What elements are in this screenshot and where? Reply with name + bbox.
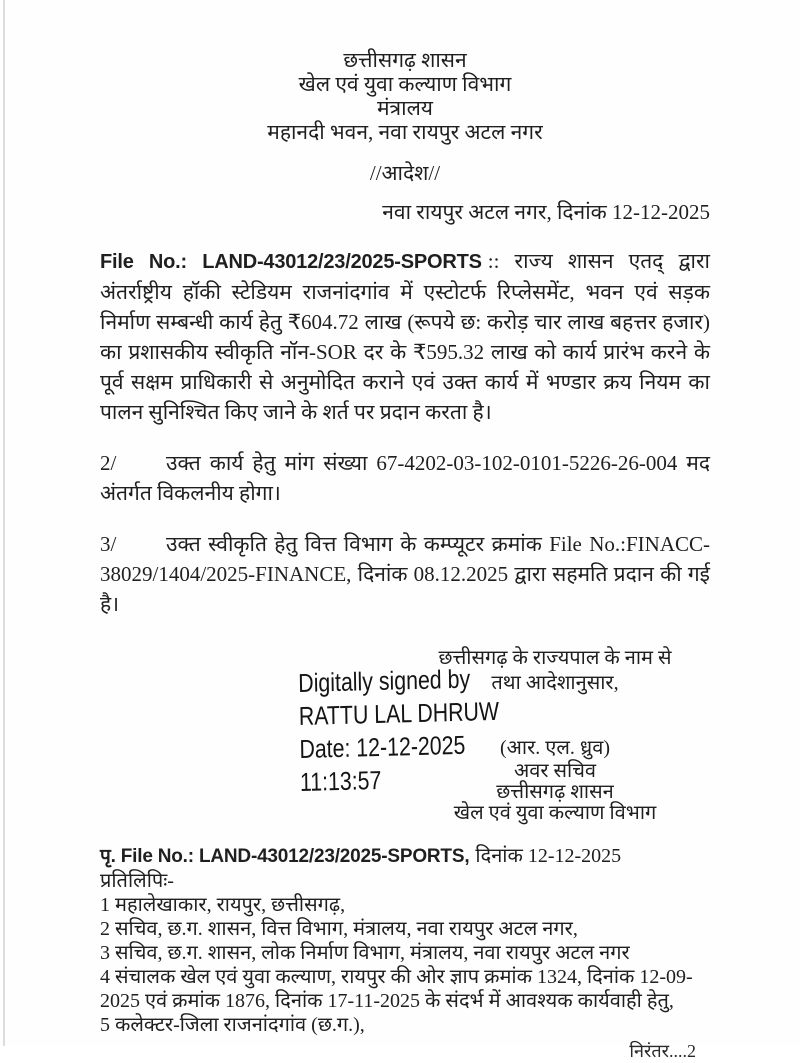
authority-government: छत्तीसगढ़ शासन [496, 781, 614, 803]
paragraph-sanction [100, 246, 710, 427]
letterhead-address: महानदी भवन, नवा रायपुर अटल नगर [267, 120, 543, 144]
copy-item-5: 5 कलेक्टर-जिला राजनांदगांव (छ.ग.), [100, 1014, 365, 1036]
paragraph-3-text: उक्त स्वीकृति हेतु वित्त विभाग के कम्प्यूटर क्रमांक File No.:FINACC-38029/1404/2025-FINANCE, दिनांक 08.12.2025 द्वारा सहमति प्रदान की गई है। [100, 532, 710, 616]
paragraph-finance-concurrence [100, 529, 710, 619]
continuation-marker: निरंतर....2 [629, 1041, 696, 1061]
paragraph-budget-head [100, 448, 710, 508]
authority-name: (आर. एल. ध्रुव) [500, 737, 610, 759]
signing-authority-block [415, 646, 695, 824]
digital-signature-signer: RATTU LAL DHRUW [298, 695, 500, 731]
paragraph-2-text: उक्त कार्य हेतु मांग संख्या 67-4202-03-102-0101-5226-26-004 मद अंतर्गत विकलनीय होगा। [100, 451, 710, 505]
paragraph-3-number: 3/ [100, 532, 117, 556]
endorsement-date: दिनांक 12-12-2025 [475, 845, 622, 867]
authority-by-order: तथा आदेशानुसार, [491, 672, 619, 694]
signature-section [100, 640, 710, 836]
authority-on-behalf: छत्तीसगढ़ के राज्यपाल के नाम से [438, 647, 672, 669]
scan-edge-line [3, 0, 5, 1046]
copy-to-label: प्रतिलिपिः- [100, 870, 174, 892]
paragraph-sanction-text: :: राज्य शासन एतद् द्वारा अंतर्राष्ट्रीय हॉकी स्टेडियम राजनांदगांव में एस्टोटर्फ रिप्लेसमेंट, भवन एवं सड़क निर्माण सम्बन्धी कार्य हेतु ₹604.72 लाख (रूपये छ: करोड़ चार लाख बहत्तर हजार) का प्रशासकीय स्वीकृति नॉन-SOR दर के ₹595.32 लाख को कार्य प्रारंभ करने के पूर्व सक्षम प्राधिकारी से अनुमोदित कराने एवं उक्त कार्य में भण्डार क्रय नियम का पालन सुनिश्चित किए जाने के शर्त पर प्रदान करता है। [100, 249, 710, 424]
copy-item-2: 2 सचिव, छ.ग. शासन, वित्त विभाग, मंत्रालय, नवा रायपुर अटल नगर, [100, 918, 578, 940]
digital-signature-date: Date: 12-12-2025 [299, 729, 466, 764]
letterhead [100, 48, 710, 144]
place-date-line: नवा रायपुर अटल नगर, दिनांक 12-12-2025 [382, 200, 710, 224]
letterhead-government: छत्तीसगढ़ शासन [343, 48, 467, 72]
authority-department: खेल एवं युवा कल्याण विभाग [453, 802, 657, 824]
order-title: //आदेश// [369, 161, 441, 185]
digital-signature-time: 11:13:57 [299, 764, 382, 797]
endorsement-file-number: पृ. File No.: LAND-43012/23/2025-SPORTS, [100, 846, 470, 867]
paragraph-2-number: 2/ [100, 451, 117, 475]
copy-item-1: 1 महालेखाकार, रायपुर, छत्तीसगढ़, [100, 894, 346, 916]
copy-item-3: 3 सचिव, छ.ग. शासन, लोक निर्माण विभाग, मंत्रालय, नवा रायपुर अटल नगर [100, 942, 630, 964]
authority-designation: अवर सचिव [513, 760, 597, 782]
copy-item-4: 4 संचालक खेल एवं युवा कल्याण, रायपुर की ओर ज्ञाप क्रमांक 1324, दिनांक 12-09-2025 एवं क्रमांक 1876, दिनांक 17-11-2025 के संदर्भ में आवश्यक कार्यवाही हेतु, [100, 966, 693, 1012]
file-number: File No.: LAND-43012/23/2025-SPORTS [100, 251, 482, 273]
endorsement-ref-line [100, 844, 710, 869]
authority-gap [415, 696, 695, 736]
letterhead-department: खेल एवं युवा कल्याण विभाग [298, 72, 512, 96]
endorsement-section [100, 844, 710, 1063]
letterhead-ministry: मंत्रालय [376, 96, 433, 120]
digital-signature-line1: Digitally signed by [298, 663, 471, 698]
